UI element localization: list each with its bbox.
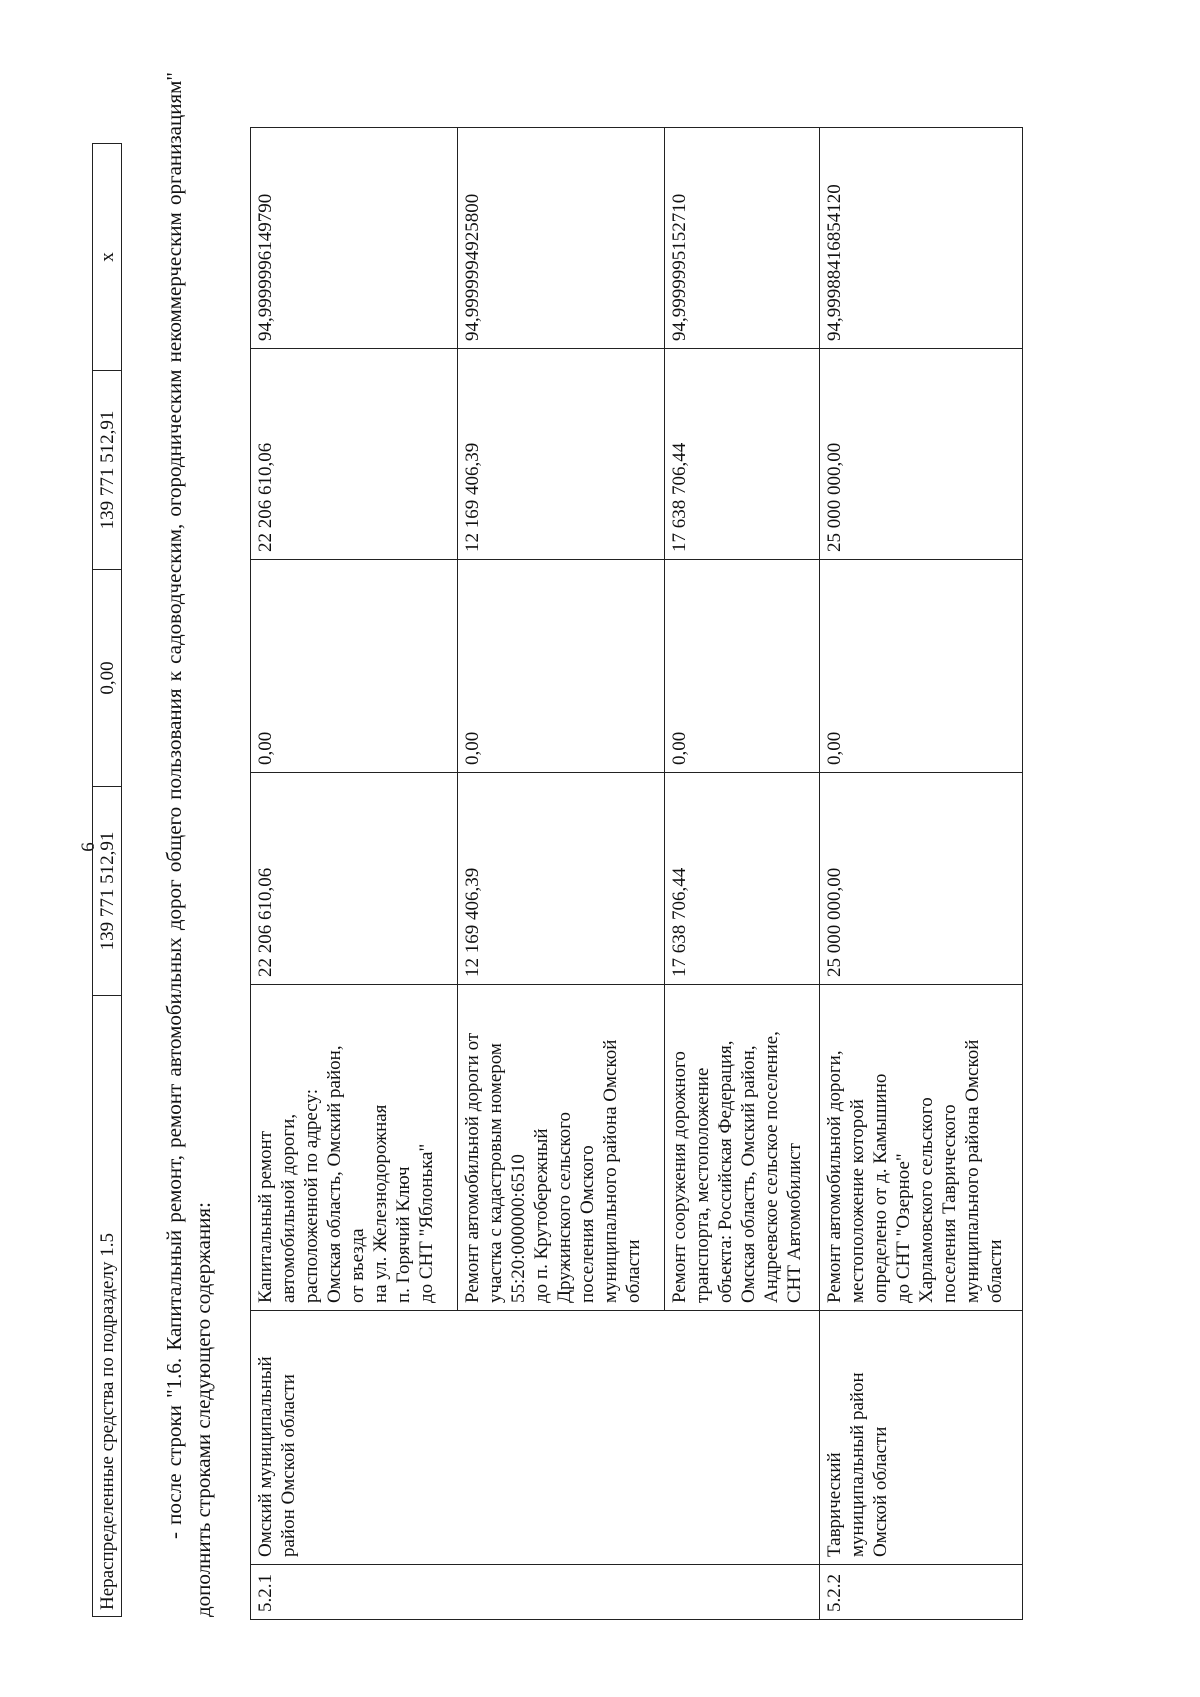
- cell-federal: 0,00: [820, 560, 1023, 773]
- summary-regional: 139 771 512,91: [93, 371, 122, 570]
- row-number: 5.2.2: [820, 1565, 1023, 1620]
- cell-regional: 22 206 610,06: [251, 349, 458, 560]
- summary-total: 139 771 512,91: [93, 787, 122, 996]
- objects-table: [250, 127, 1023, 1620]
- cell-federal: 0,00: [458, 560, 665, 773]
- cell-total: 17 638 706,44: [665, 773, 820, 985]
- cell-share: 94,9999996149790: [251, 128, 458, 349]
- object-description: Ремонт автомобильной дороги от участка с кадастровым номером 55:20:000000:6510 до п. Крутоберeжный Дружинского сельского поселения Омского муниципального района Омской области: [458, 985, 665, 1311]
- table-row: [820, 128, 1023, 1620]
- cell-regional: 12 169 406,39: [458, 349, 665, 560]
- cell-regional: 17 638 706,44: [665, 349, 820, 560]
- summary-row: [93, 144, 122, 1617]
- cell-total: 22 206 610,06: [251, 773, 458, 985]
- summary-label: Нераспределенные средства по подразделу 1.5: [93, 996, 122, 1617]
- summary-federal: 0,00: [93, 570, 122, 787]
- cell-federal: 0,00: [251, 560, 458, 773]
- amendment-paragraph: - после строки "1.6. Капитальный ремонт, ремонт автомобильных дорог общего пользования к садоводческим, огородническим некоммерческим организациям" дополнить строками следующего содержания:: [162, 72, 215, 1617]
- table-row: [251, 128, 458, 1620]
- cell-regional: 25 000 000,00: [820, 349, 1023, 560]
- region-name: Таврический муниципальный район Омской области: [820, 1311, 1023, 1565]
- region-name: Омский муниципальный район Омской области: [251, 1311, 820, 1565]
- object-description: Капитальный ремонт автомобильной дороги, расположенной по адресу: Омская область, Омский район, от въезда на ул. Железнодорожная п. Горячий Ключ до СНТ "Яблонька": [251, 985, 458, 1311]
- summary-share: х: [93, 144, 122, 371]
- cell-total: 25 000 000,00: [820, 773, 1023, 985]
- cell-share: 94,9999995152710: [665, 128, 820, 349]
- cell-share: 94,99988416854120: [820, 128, 1023, 349]
- summary-table: [92, 143, 122, 1617]
- row-number: 5.2.1: [251, 1565, 820, 1620]
- page-number: 6: [78, 842, 99, 852]
- cell-share: 94,9999994925800: [458, 128, 665, 349]
- cell-total: 12 169 406,39: [458, 773, 665, 985]
- object-description: Ремонт сооружения дорожного транспорта, местоположение объекта: Российская Федерация, Омская область, Омский район, Андреевское сельское поселение, СНТ Автомобилист: [665, 985, 820, 1311]
- cell-federal: 0,00: [665, 560, 820, 773]
- object-description: Ремонт автомобильной дороги, местоположение которой определено от д. Камышино до СНТ "Озерное" Харламовского сельского поселения Таврического муниципального района Омской области: [820, 985, 1023, 1311]
